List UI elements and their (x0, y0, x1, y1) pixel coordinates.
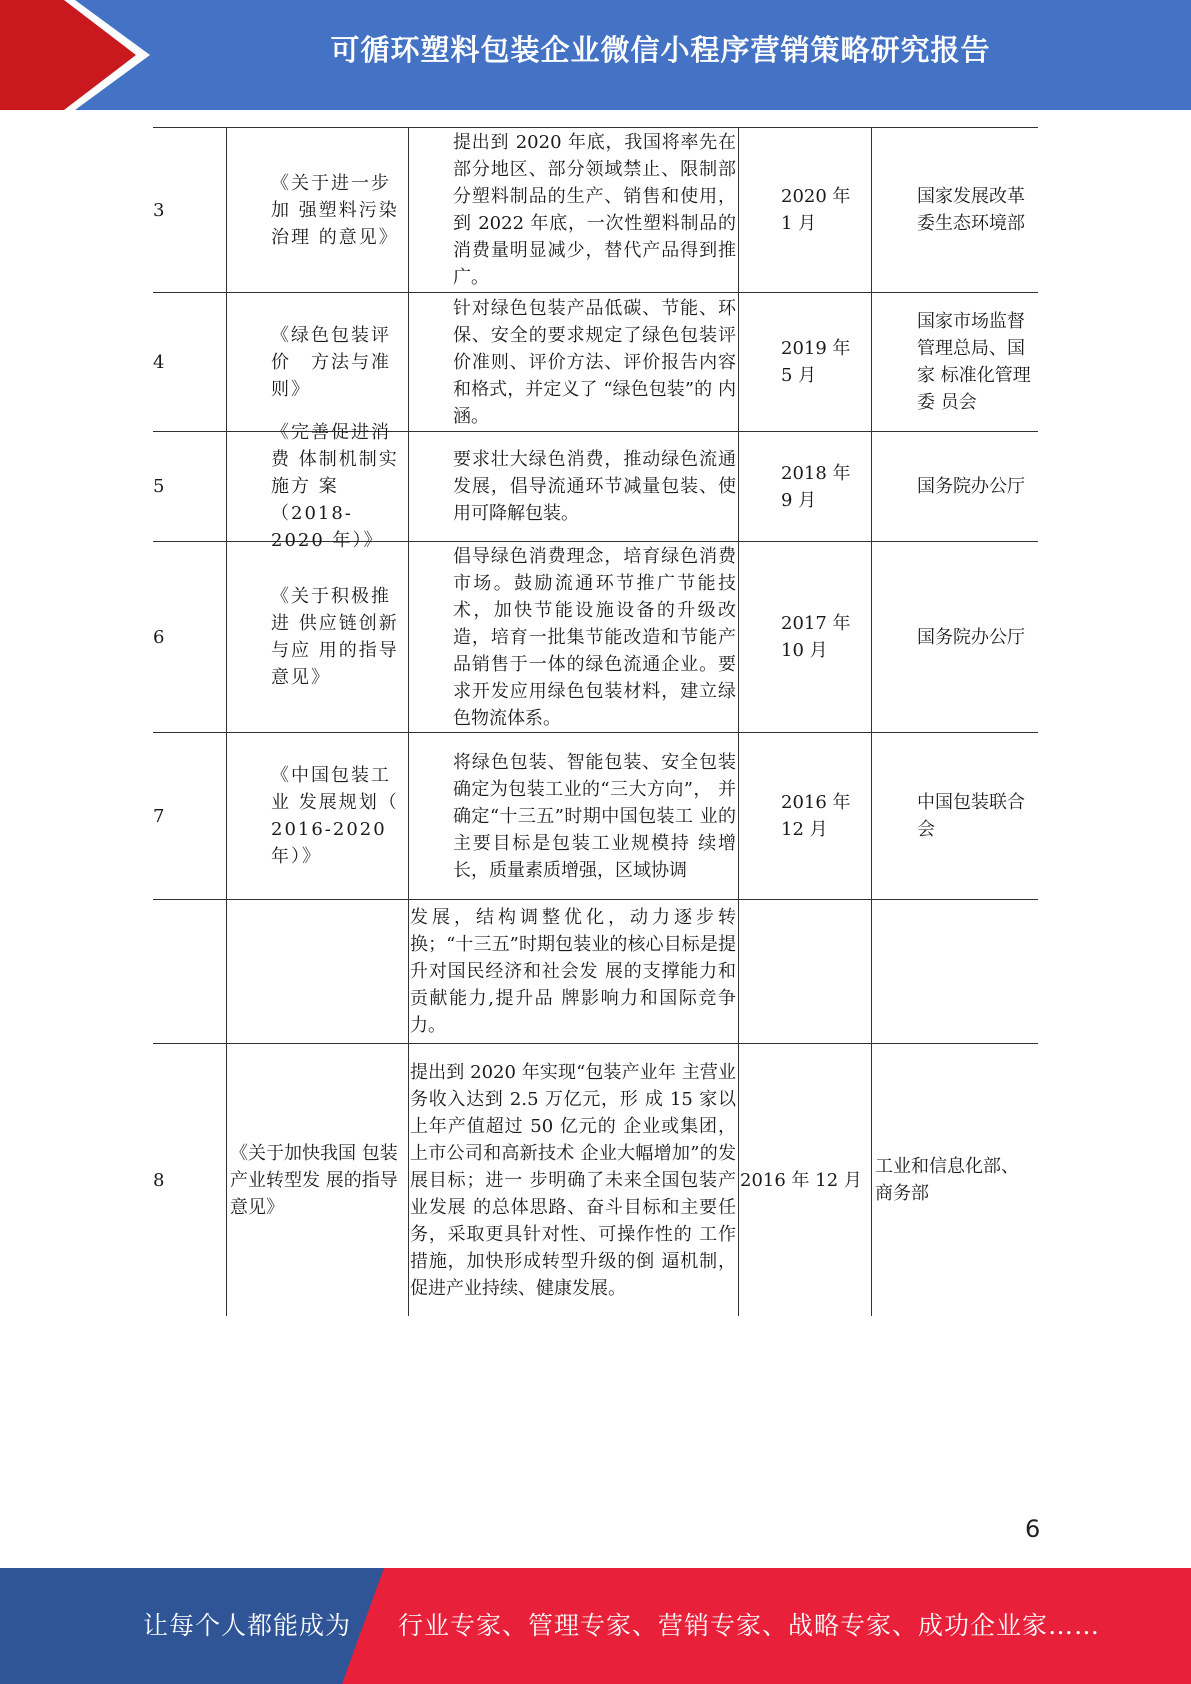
table-row (153, 293, 1038, 432)
page-number: 6 (1025, 1515, 1041, 1543)
page-header (0, 0, 1191, 110)
issue-date (739, 900, 872, 1043)
table-row (153, 1044, 1038, 1316)
issuing-authority (872, 900, 1038, 1043)
row-number: 3 (153, 128, 227, 292)
policy-content: 发展，结构调整优化，动力逐步转换；“十三五”时期包装业的核心目标是提升对国民经济和社会发 展的支撑能力和贡献能力,提升品 牌影响力和国际竞争力。 (409, 900, 739, 1043)
table-row (153, 127, 1038, 293)
policy-name (227, 900, 409, 1043)
row-number: 6 (153, 542, 227, 732)
issue-date: 2016 年 12 月 (739, 1044, 872, 1316)
issuing-authority: 中国包装联合会 (917, 792, 1025, 840)
policy-content: 倡导绿色消费理念，培育绿色消费 市场。鼓励流通环节推广节能技 术，加快节能设施设备的升级改 造，培育一批集节能改造和节能产 品销售于一体的绿色流通企业。要 求开发应用绿色包装材料，建立绿 色物流体系。 (409, 542, 739, 732)
issuing-authority: 国务院办公厅 (917, 626, 1025, 648)
issue-date: 2016 年 12 月 (739, 733, 872, 899)
issue-date: 2017 年 10 月 (739, 542, 872, 732)
table-row (153, 422, 1038, 551)
row-number: 8 (153, 1044, 227, 1316)
issue-date: 2018 年 9 月 (739, 432, 872, 541)
row-number: 4 (153, 293, 227, 431)
policy-name: 《中国包装工业 发展规划（ 2016-2020 年）》 (227, 733, 409, 899)
policy-content: 提出到 2020 年实现“包装产业年 主营业务收入达到 2.5 万亿元，形 成 15 家以上年产值超过 50 亿元的 企业或集团，上市公司和高新技术 企业大幅增加”的发展目标；进一 步明确了未来全国包装产业发展 的总体思路、奋斗目标和主要任 务，采取更具针对性、可操作性的 工作措施，加快形成转型升级的倒 逼机制，促进产业持续、健康发展。 (409, 1044, 739, 1316)
policy-name: 《关于进一步加 强塑料污染治理 的意见》 (227, 128, 409, 292)
issue-date: 2019 年 5 月 (739, 293, 872, 431)
document-title: 可循环塑料包装企业微信小程序营销策略研究报告 (330, 33, 991, 67)
table-row-continuation (153, 900, 1038, 1044)
policy-content: 提出到 2020 年底，我国将率先在部分地区、部分领域禁止、限制部 分塑料制品的生产、销售和使用， 到 2022 年底，一次性塑料制品的 消费量明显减少，替代产品得到推 广。 (409, 128, 739, 292)
policy-name: 《完善促进消费 体制机制实施方 案（2018-2020 年）》 (227, 432, 409, 541)
table-row (153, 733, 1038, 900)
policy-name: 《关于加快我国 包装产业转型发 展的指导意见》 (227, 1044, 409, 1316)
row-number: 5 (153, 432, 227, 541)
policy-name: 《绿色包装评价 方法与准则》 (227, 293, 409, 431)
issuing-authority: 国家发展改革委生态环境部 (917, 186, 1025, 234)
issuing-authority: 工业和信息化部、商务部 (875, 1156, 1019, 1204)
policy-content: 针对绿色包装产品低碳、节能、环 保、安全的要求规定了绿色包装评 价准则、评价方法、评价报告内容 和格式，并定义了 “绿色包装”的 内涵。 (409, 293, 739, 431)
issue-date: 2020 年 1 月 (739, 128, 872, 292)
issuing-authority: 国务院办公厅 (917, 476, 1025, 497)
policy-content: 要求壮大绿色消费，推动绿色流通 发展，倡导流通环节减量包装、使 用可降解包装。 (409, 432, 739, 541)
policy-content: 将绿色包装、智能包装、安全包装 确定为包装工业的“三大方向”， 并确定“十三五”时期中国包装工 业的主要目标是包装工业规模持 续增长，质量素质增强，区域协调 (409, 733, 739, 899)
footer-slogan-right: 行业专家、管理专家、营销专家、战略专家、成功企业家…… (398, 1611, 1101, 1640)
page-footer (0, 1568, 1191, 1684)
row-number (153, 900, 227, 1043)
policy-name: 《关于积极推进 供应链创新与应 用的指导意见》 (227, 542, 409, 732)
row-number: 7 (153, 733, 227, 899)
table-row (153, 542, 1038, 733)
footer-slogan-left: 让每个人都能成为 (143, 1611, 352, 1640)
issuing-authority: 国家市场监督管理总局、国家 标准化管理委 员会 (917, 311, 1031, 413)
